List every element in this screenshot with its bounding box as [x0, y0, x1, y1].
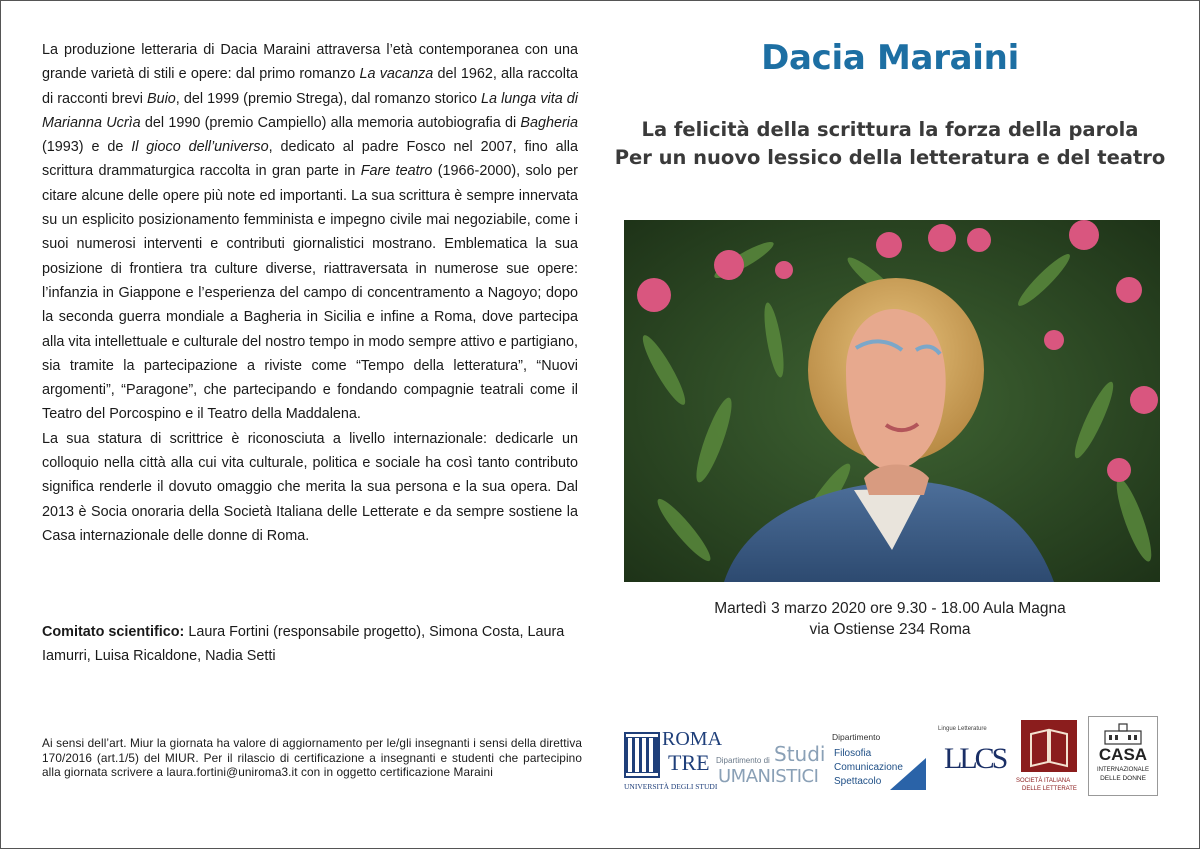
sil-l1: SOCIETÀ ITALIANA — [1016, 778, 1071, 784]
roma-tre-top: ROMA — [662, 728, 723, 750]
building-icon — [1103, 723, 1143, 745]
roma-tre-logo — [624, 728, 723, 794]
work-title: Bagheria — [520, 114, 578, 131]
studi-top: Studi — [774, 742, 826, 766]
committee-members: Laura Fortini (responsabile progetto), Simona Costa, Laura Iamurri, Luisa Ricaldone, Nadia Setti — [42, 624, 565, 664]
casa-internazionale-donne-logo — [1088, 716, 1158, 796]
casa-l1: CASA — [1098, 745, 1148, 764]
roma-tre-columns-icon — [624, 732, 660, 778]
studi-umanistici-logo — [716, 738, 828, 796]
studi-small: Dipartimento di — [716, 756, 770, 765]
work-title: Il gioco dell’universo — [131, 139, 269, 156]
filosofia-l2: Comunicazione — [834, 762, 903, 773]
work-title: Buio — [146, 90, 176, 107]
casa-l2: INTERNAZIONALE — [1096, 767, 1149, 773]
filosofia-l3: Spettacolo — [834, 776, 882, 787]
work-title: Fare teatro — [360, 163, 433, 180]
bio-paragraph-1: La produzione letteraria di Dacia Maraini attraversa l’età contemporanea con una grande varietà di stili e opere: dal primo romanzo La vacanza del 1962, alla raccolta di racconti brevi Buio, del 1999 (premio Strega), dal romanzo storico La lunga vita di Marianna Ucrìa del 1990 (premio Campiello) alla memoria autobiografia di Bagheria (1993) e de Il gioco dell’universo, dedicato al padre Fosco nel 2007, fino alla scrittura drammaturgica raccolta in gran parte in Fare teatro (1966-2000), solo per citare alcune delle opere più note ed importanti. La sua scrittura è sempre innervata su un esplicito posizionamento femminista e impegno civile mai negoziabile, come i suoi numerosi interventi e contributi giornalistici mostrano. Emblematica la sua posizione di frontiera tra culture diverse, riattraversata in numerose sue opere: l’infanzia in Giappone e l’esperienza del campo di concentramento a Nagoyo; dopo la seconda guerra mondiale a Bagheria in Sicilia e infine a Roma, dove partecipa alla vita intellettuale e culturale del nostro tempo in modo sempre attivo e partigiano, sia tramite la partecipazione a riviste come “Tempo della letteratura”, “Nuovi argomenti”, “Paragone”, che partecipando e fondando compagnie teatrali come il Teatro del Porcospino e il Teatro della Maddalena. — [42, 42, 579, 423]
committee-label: Comitato scientifico: — [42, 624, 185, 640]
filosofia-l1: Filosofia — [834, 748, 872, 759]
work-title: La lunga vita di Marianna Ucrìa — [42, 90, 579, 131]
llcs-mark: LLCS — [944, 742, 1006, 775]
event-subtitle — [600, 116, 1180, 172]
filosofia-swoosh-icon — [888, 756, 928, 792]
roma-tre-caption: UNIVERSITÀ DEGLI STUDI — [624, 782, 718, 791]
scientific-committee — [42, 620, 582, 668]
portrait-illustration — [624, 220, 1160, 582]
left-column — [42, 38, 578, 548]
llcs-logo — [938, 726, 1006, 794]
studi-bottom: UMANISTICI — [718, 766, 819, 787]
work-title: La vacanza — [359, 66, 434, 83]
page-title: Dacia Maraini — [761, 38, 1019, 78]
filosofia-head: Dipartimento — [832, 732, 881, 742]
event-date-time: Martedì 3 marzo 2020 ore 9.30 - 18.00 Aula Magna — [714, 600, 1066, 617]
sponsor-logos — [620, 716, 1165, 798]
certification-note: Ai sensi dell’art. Miur la giornata ha valore di aggiornamento per le/gli insegnanti i sensi della direttiva 170/2016 (art.1/5) del MIUR. Per il rilascio di certificazione a insegnanti e studenti che partecipino alla giornata scrivere a laura.fortini@uniroma3.it con in oggetto certificazione Maraini — [42, 736, 582, 780]
event-details — [600, 598, 1180, 640]
open-book-icon — [1021, 720, 1077, 772]
bio-paragraph-2: La sua statura di scrittrice è riconosciuta a livello internazionale: dedicarle un colloquio nella città alla cui vita culturale, politica e sociale ha così tanto contributo significa renderle il dovuto omaggio che merita la sua persona e la sua opera. Dal 2013 è Socia onoraria della Società Italiana delle Letterate e da sempre sostiene la Casa internazionale delle donne di Roma. — [42, 430, 578, 544]
societa-italiana-letterate-logo — [1016, 720, 1082, 796]
sil-l2: DELLE LETTERATE — [1022, 786, 1077, 792]
roma-tre-bottom: TRE — [668, 750, 710, 775]
filosofia-comunicazione-spettacolo-logo — [832, 732, 928, 794]
author-portrait-photo — [624, 220, 1160, 582]
subtitle-line-1: La felicità della scrittura la forza della parola — [641, 118, 1139, 141]
casa-l3: DELLE DONNE — [1100, 775, 1146, 782]
subtitle-line-2: Per un nuovo lessico della letteratura e del teatro — [614, 146, 1166, 169]
event-location: via Ostiense 234 Roma — [809, 621, 971, 638]
llcs-side: Lingue Letterature — [938, 726, 987, 732]
